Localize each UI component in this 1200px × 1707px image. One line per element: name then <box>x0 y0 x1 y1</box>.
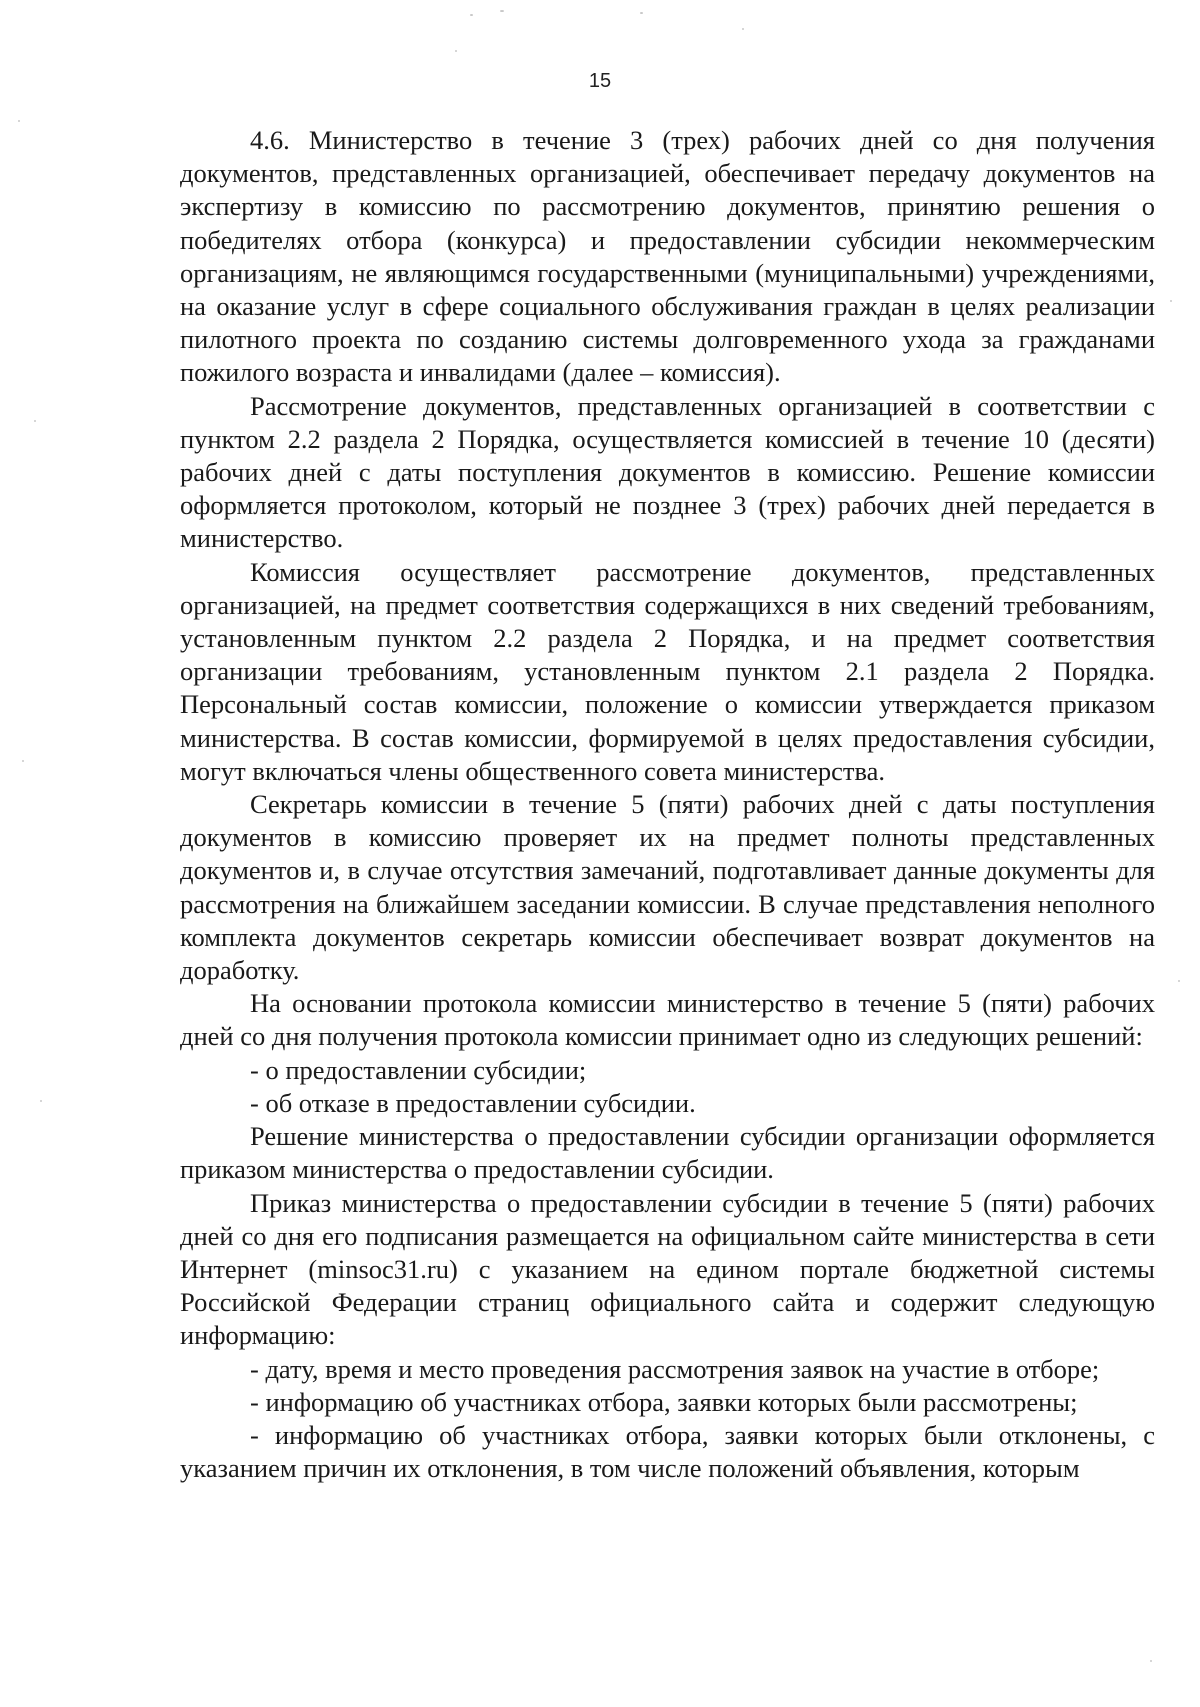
paragraph-review: Рассмотрение документов, представленных организацией в соответствии с пунктом 2.2 раздела 2 Порядка, осуществляется комиссией в течение 10 (десяти) рабочих дней с даты поступления документов в комиссию. Решение комиссии оформляется протоколом, который не позднее 3 (трех) рабочих дней передается в министерство. <box>180 390 1155 554</box>
scan-speck <box>640 12 643 14</box>
paragraph-decision-basis: На основании протокола комиссии министерство в течение 5 (пяти) рабочих дней со дня получения протокола комиссии принимает одно из следующих решений: <box>180 988 1155 1052</box>
list-item-refusal: - об отказе в предоставлении субсидии. <box>250 1087 696 1118</box>
document-body <box>180 124 1155 1485</box>
list-item-reviewed: - информацию об участниках отбора, заявки которых были рассмотрены; <box>250 1386 1078 1417</box>
paragraph-4-6: 4.6. Министерство в течение 3 (трех) рабочих дней со дня получения документов, представленных организацией, обеспечивает передачу документов на экспертизу в комиссию по рассмотрению документов, принятию решения о победителях отбора (конкурса) и предоставлении субсидии некоммерческим организациям, не являющимся государственными (муниципальными) учреждениями, на оказание услуг в сфере социального обслуживания граждан в целях реализации пилотного проекта по созданию системы долговременного ухода за гражданами пожилого возраста и инвалидами (далее – комиссия). <box>180 125 1155 388</box>
scan-speck <box>40 1100 42 1102</box>
scan-speck <box>22 760 24 762</box>
paragraph-secretary: Секретарь комиссии в течение 5 (пяти) рабочих дней с даты поступления документов в комиссию проверяет их на предмет полноты представленных документов и, в случае отсутствия замечаний, подготавливает данные документы для рассмотрения на ближайшем заседании комиссии. В случае представления неполного комплекта документов секретарь комиссии обеспечивает возврат документов на доработку. <box>180 789 1155 986</box>
scan-speck <box>455 50 457 52</box>
scan-speck <box>1170 300 1172 302</box>
scan-speck <box>470 14 473 16</box>
scan-speck <box>34 420 36 422</box>
paragraph-order-publication: Приказ министерства о предоставлении субсидии в течение 5 (пяти) рабочих дней со дня его подписания размещается на официальном сайте министерства в сети Интернет (minsoc31.ru) с указанием на едином портале бюджетной системы Российской Федерации страниц официального сайта и содержит следующую информацию: <box>180 1187 1155 1351</box>
scan-speck <box>18 120 20 122</box>
paragraph-commission: Комиссия осуществляет рассмотрение документов, представленных организацией, на предмет соответствия содержащихся в них сведений требованиям, установленным пунктом 2.2 раздела 2 Порядка, и на предмет соответствия организации требованиям, установленным пунктом 2.1 раздела 2 Порядка. Персональный состав комиссии, положение о комиссии утверждается приказом министерства. В состав комиссии, формируемой в целях предоставления субсидии, могут включаться члены общественного совета министерства. <box>180 556 1155 786</box>
list-item-date-place: - дату, время и место проведения рассмотрения заявок на участие в отборе; <box>250 1353 1100 1384</box>
scan-speck <box>1178 980 1180 982</box>
list-item-rejected: - информацию об участниках отбора, заявки которых были отклонены, с указанием причин их отклонения, в том числе положений объявления, которым <box>180 1419 1155 1484</box>
paragraph-decision-order: Решение министерства о предоставлении субсидии организации оформляется приказом министерства о предоставлении субсидии. <box>180 1121 1155 1185</box>
scan-speck <box>1150 1660 1152 1662</box>
list-item-grant: - о предоставлении субсидии; <box>250 1054 587 1085</box>
scan-speck <box>742 28 744 30</box>
page-number: 15 <box>588 70 612 92</box>
scan-speck <box>500 10 504 12</box>
